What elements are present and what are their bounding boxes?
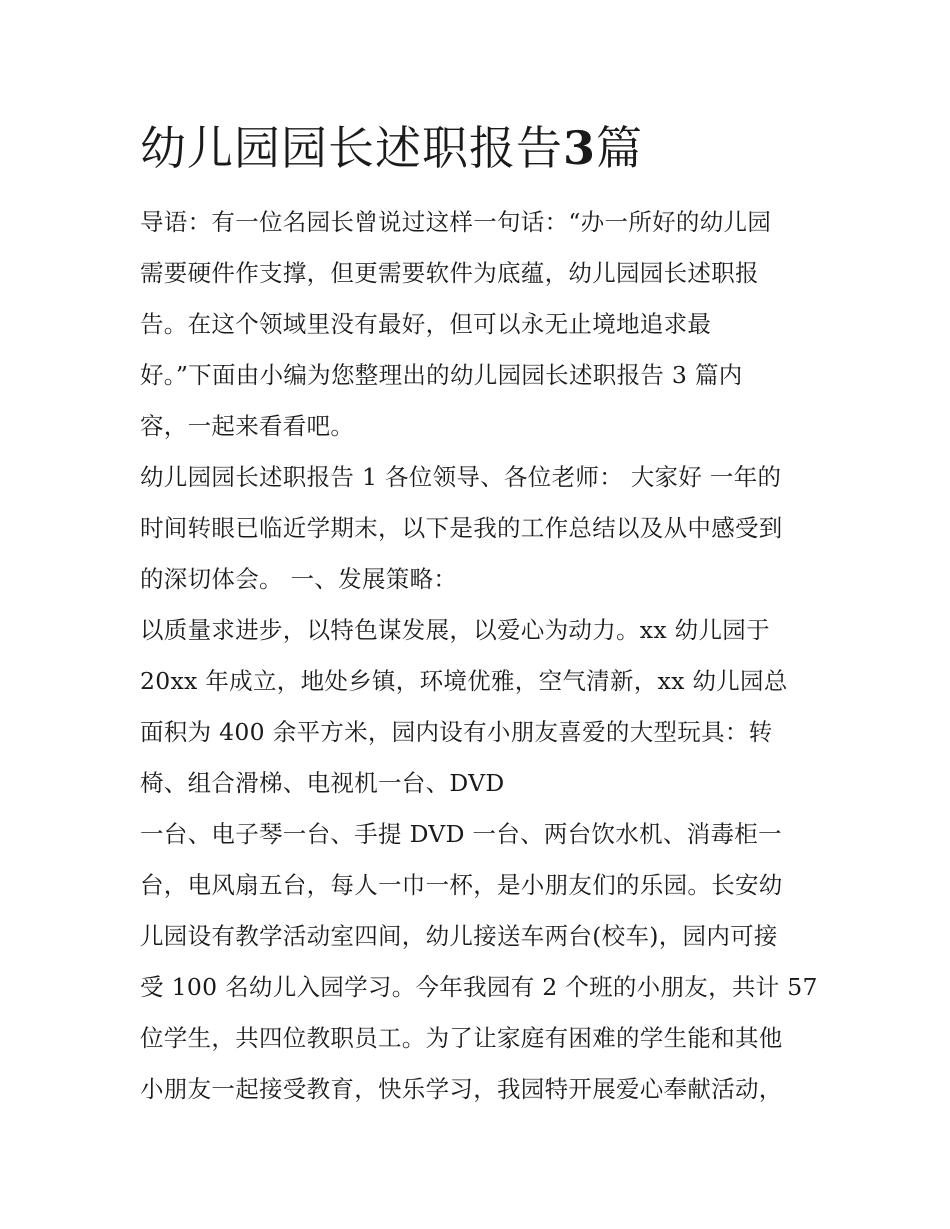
text-line: 一台、电子琴一台、手提 DVD 一台、两台饮水机、消毒柜一 [140, 820, 782, 848]
text-line: 面积为 400 余平方米，园内设有小朋友喜爱的大型玩具：转 [140, 718, 773, 746]
title-number: 3 [563, 121, 597, 175]
text-line: 位学生，共四位教职员工。为了让家庭有困难的学生能和其他 [140, 1024, 783, 1052]
text-line: 儿园设有教学活动室四间，幼儿接送车两台(校车)，园内可接 [140, 922, 778, 950]
text-line: 幼儿园园长述职报告 1 各位领导、各位老师： 大家好 一年的 [140, 463, 782, 491]
title-suffix: 篇 [596, 121, 644, 175]
document-title [140, 116, 820, 180]
text-line: 容，一起来看看吧。 [140, 412, 355, 440]
text-line: 时间转眼已临近学期末，以下是我的工作总结以及从中感受到 [140, 514, 783, 542]
text-line: 导语：有一位名园长曾说过这样一句话：“办一所好的幼儿园 [140, 208, 772, 236]
text-line: 小朋友一起接受教育，快乐学习，我园特开展爱心奉献活动， [140, 1075, 783, 1103]
text-line: 的深切体会。 一、发展策略： [140, 565, 458, 593]
text-line: 以质量求进步，以特色谋发展，以爱心为动力。xx 幼儿园于 [140, 616, 770, 644]
title-text: 幼儿园园长述职报告 [140, 121, 563, 175]
text-line: 20xx 年成立，地处乡镇，环境优雅，空气清新，xx 幼儿园总 [140, 667, 788, 695]
text-line: 告。在这个领域里没有最好，但可以永无止境地追求最 [140, 310, 712, 338]
text-line: 椅、组合滑梯、电视机一台、DVD [140, 769, 505, 797]
document-body [140, 197, 830, 1115]
text-line: 台，电风扇五台，每人一巾一杯，是小朋友们的乐园。长安幼 [140, 871, 783, 899]
text-line: 受 100 名幼儿入园学习。今年我园有 2 个班的小朋友，共计 57 [140, 973, 818, 1001]
text-line: 好。”下面由小编为您整理出的幼儿园园长述职报告 3 篇内 [140, 361, 743, 389]
text-line: 需要硬件作支撑，但更需要软件为底蕴，幼儿园园长述职报 [140, 259, 759, 287]
